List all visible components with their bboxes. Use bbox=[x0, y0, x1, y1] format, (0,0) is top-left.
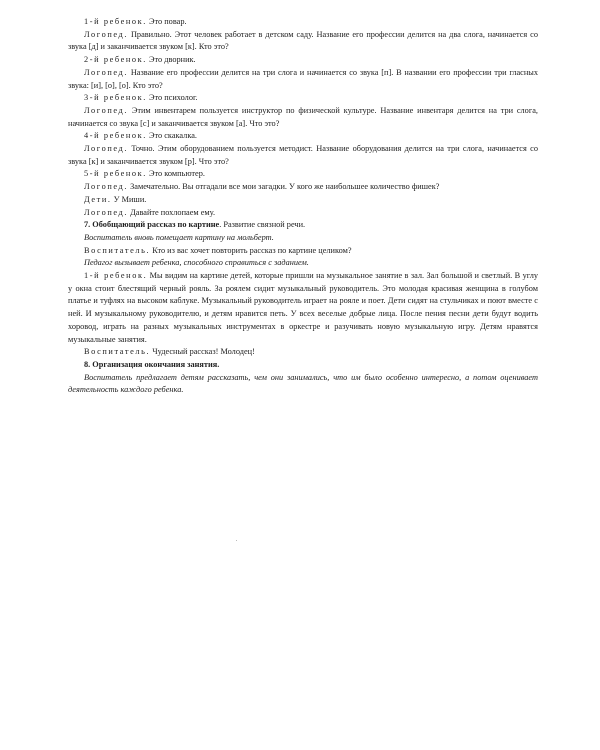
speaker-label: 1-й ребенок. bbox=[84, 17, 147, 26]
speaker-label: 4-й ребенок. bbox=[84, 131, 147, 141]
line-text: Замечательно. Вы отгадали все мои загадки. У кого же наибольшее количество фишек? bbox=[128, 182, 440, 192]
dialogue-line bbox=[68, 16, 538, 29]
section-7-heading-rest: . Развитие связной речи. bbox=[219, 220, 306, 230]
dialogue-line bbox=[68, 92, 538, 105]
dialogue-line bbox=[68, 105, 538, 130]
scan-speck bbox=[236, 540, 237, 541]
speaker-label: 3-й ребенок. bbox=[84, 93, 147, 103]
line-text: Правильно. Этот человек работает в детском саду. Название его профессии делится на два слога, начинается со звука [д] и заканчивается звуком [к]. Кто это? bbox=[68, 29, 538, 52]
section-8-heading-rest: . bbox=[217, 359, 220, 369]
document-page bbox=[68, 16, 538, 397]
dialogue-line bbox=[68, 346, 538, 359]
dialogue-line bbox=[68, 168, 538, 181]
speaker-label: Логопед. bbox=[84, 105, 129, 115]
speaker-label: Дети. bbox=[84, 194, 112, 204]
dialogue-line bbox=[68, 207, 538, 220]
line-text: Давайте похлопаем ему. bbox=[128, 207, 216, 217]
story-paragraph bbox=[68, 270, 538, 346]
dialogue-line bbox=[68, 130, 538, 143]
section-7-heading: 7. Обобщающий рассказ по картине bbox=[84, 220, 220, 230]
dialogue-line bbox=[68, 245, 538, 258]
dialogue-line bbox=[68, 181, 538, 194]
dialogue-line bbox=[68, 29, 538, 54]
line-text: Это компьютер. bbox=[146, 169, 205, 179]
dialogue-line bbox=[68, 194, 538, 207]
dialogue-block bbox=[68, 16, 538, 219]
speaker-label: Логопед. bbox=[84, 144, 129, 154]
speaker-label: Воспитатель. bbox=[84, 347, 151, 357]
line-text: Кто из вас хочет повторить рассказ по картине целиком? bbox=[150, 245, 352, 255]
stage-direction: Педагог вызывает ребенка, способного справиться с заданием. bbox=[84, 258, 309, 268]
speaker-label: Логопед. bbox=[84, 67, 129, 77]
speaker-label: 1-й ребенок. bbox=[84, 271, 148, 281]
story-text: Мы видим на картине детей, которые пришли на музыкальное занятие в зал. Зал большой и светлый. В углу у окна стоит блестящий черный рояль. За роялем сидит музыкальный руководитель. Это молодая красивая женщина в голубом платье и туфлях на высоком каблуке. Музыкальный руководитель играет на рояле и поет. Дети сидят на стульчиках и поют вместе с ней. И музыкальному руководителю, и детям нравится петь. У всех веселые добрые лица. После пения песни дети будут водить хоровод, играть на разных музыкальных инструментах в оркестре и разучивать новую музыкальную игру. Детям нравятся музыкальные занятия. bbox=[68, 271, 539, 344]
dialogue-line bbox=[68, 54, 538, 67]
line-text: Название его профессии делится на три слога и начинается со звука [п]. В названии его профессии три гласных звука: [и], [о], [о]. Кто это? bbox=[68, 67, 538, 90]
section-8-heading-line bbox=[68, 359, 538, 372]
speaker-label: Логопед. bbox=[84, 182, 129, 192]
speaker-label: 5-й ребенок. bbox=[84, 169, 147, 179]
speaker-label: Логопед. bbox=[84, 207, 129, 217]
line-text: Это скакалка. bbox=[146, 131, 197, 141]
section-7-heading-line bbox=[68, 219, 538, 232]
section-8-heading: 8. Организация окончания занятия bbox=[84, 359, 218, 369]
line-text: Этим инвентарем пользуется инструктор по физической культуре. Название инвентаря делится на три слога, начинается со звука [с] и заканчивается звуком [а]. Что это? bbox=[68, 105, 538, 128]
line-text: Это психолог. bbox=[146, 93, 198, 103]
line-text: Чудесный рассказ! Молодец! bbox=[150, 347, 255, 357]
dialogue-line bbox=[68, 67, 538, 92]
line-text: Это дворник. bbox=[146, 55, 196, 65]
line-text: Это повар. bbox=[146, 17, 187, 26]
dialogue-line bbox=[68, 143, 538, 168]
line-text: Точно. Этим оборудованием пользуется методист. Название оборудования делится на три слога, начинается со звука [к] и заканчивается звуком [р]. Что это? bbox=[68, 144, 538, 166]
speaker-label: 2-й ребенок. bbox=[84, 55, 147, 65]
stage-direction: Воспитатель вновь помещает картину на мольберт. bbox=[84, 232, 274, 242]
speaker-label: Воспитатель. bbox=[84, 245, 151, 255]
stage-direction: Воспитатель предлагает детям рассказать, чем они занимались, что им было особенно интересно, а потом оценивает деятельность каждого ребенка. bbox=[68, 372, 538, 395]
line-text: У Миши. bbox=[111, 194, 147, 204]
speaker-label: Логопед. bbox=[84, 29, 129, 39]
